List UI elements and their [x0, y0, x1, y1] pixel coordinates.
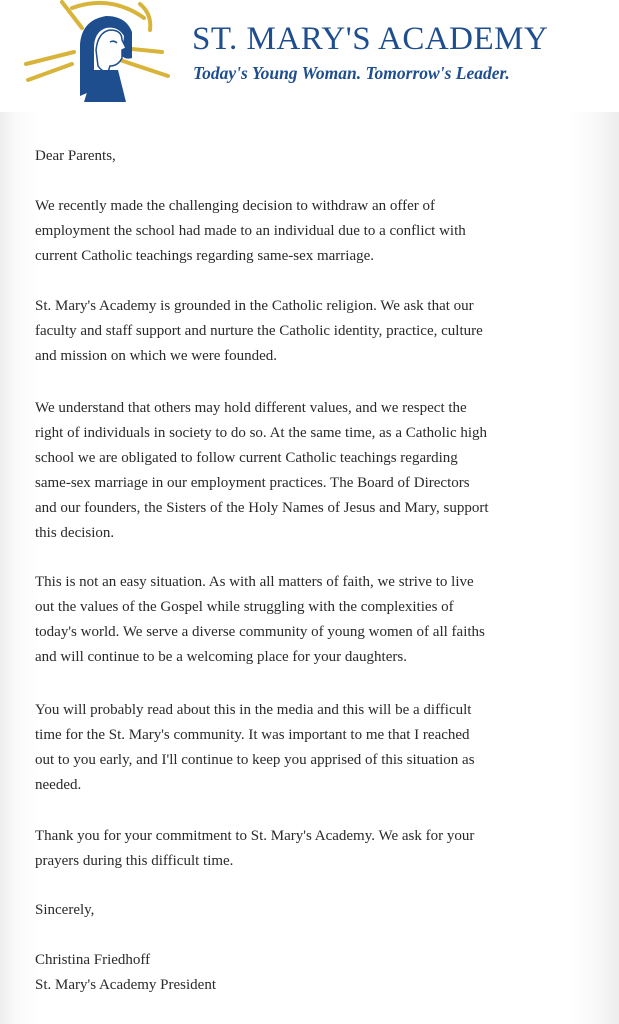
paragraph-line: We understand that others may hold different values, and we respect the [35, 400, 467, 416]
paragraph-6 [35, 824, 580, 874]
letterhead [0, 0, 619, 112]
paragraph-line: current Catholic teachings regarding same-sex marriage. [35, 248, 375, 264]
paragraph-line: and our founders, the Sisters of the Holy Names of Jesus and Mary, support [35, 500, 489, 516]
paragraph-line: This is not an easy situation. As with all matters of faith, we strive to live [35, 574, 474, 590]
paragraph-4 [35, 570, 580, 670]
salutation: Dear Parents, [35, 148, 116, 164]
paragraph-line: this decision. [35, 525, 115, 541]
paragraph-line: out the values of the Gospel while struggling with the complexities of [35, 599, 454, 615]
school-logo-icon [22, 0, 172, 104]
paragraph-line: today's world. We serve a diverse community of young women of all faiths [35, 624, 485, 640]
paragraph-5 [35, 698, 580, 798]
school-name: ST. MARY'S ACADEMY [192, 21, 549, 57]
paragraph-line: and will continue to be a welcoming place for your daughters. [35, 649, 407, 665]
paragraph-2 [35, 294, 580, 369]
paragraph-line: We recently made the challenging decision to withdraw an offer of [35, 198, 436, 214]
signature-title: St. Mary's Academy President [35, 977, 217, 993]
paragraph-line: You will probably read about this in the media and this will be a difficult [35, 702, 472, 718]
paragraph-line: St. Mary's Academy is grounded in the Catholic religion. We ask that our [35, 298, 474, 314]
signature-name: Christina Friedhoff [35, 952, 151, 968]
paragraph-line: out to you early, and I'll continue to keep you apprised of this situation as [35, 752, 475, 768]
paragraph-line: time for the St. Mary's community. It was important to me that I reached [35, 727, 470, 743]
paragraph-line: and mission on which we were founded. [35, 348, 278, 364]
school-tagline: Today's Young Woman. Tomorrow's Leader. [193, 63, 510, 83]
closing: Sincerely, [35, 902, 95, 918]
paragraph-line: same-sex marriage in our employment practices. The Board of Directors [35, 475, 470, 491]
letter-body [0, 112, 619, 1024]
paragraph-3 [35, 396, 580, 546]
paragraph-line: faculty and staff support and nurture the Catholic identity, practice, culture [35, 323, 483, 339]
paragraph-line: school we are obligated to follow current Catholic teachings regarding [35, 450, 458, 466]
paragraph-1 [35, 194, 580, 269]
paragraph-line: prayers during this difficult time. [35, 853, 234, 869]
paragraph-line: employment the school had made to an individual due to a conflict with [35, 223, 466, 239]
paragraph-line: Thank you for your commitment to St. Mary's Academy. We ask for your [35, 828, 475, 844]
signature-block [35, 948, 580, 998]
paragraph-line: right of individuals in society to do so. At the same time, as a Catholic high [35, 425, 488, 441]
paragraph-line: needed. [35, 777, 82, 793]
